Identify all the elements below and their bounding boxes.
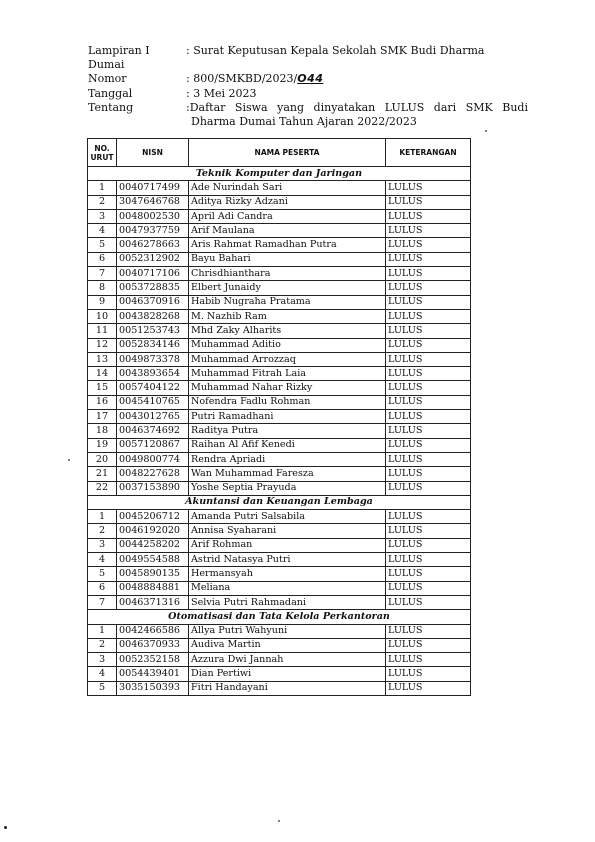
nisn-cell: 0057120867 — [117, 438, 189, 452]
row-number: 1 — [88, 624, 117, 638]
row-number: 6 — [88, 581, 117, 595]
row-number: 2 — [88, 638, 117, 652]
nisn-cell: 0046371316 — [117, 595, 189, 609]
table-row — [88, 381, 471, 395]
nisn-cell: 0048002530 — [117, 209, 189, 223]
nisn-cell: 0053728835 — [117, 281, 189, 295]
header-label: Nomor — [88, 72, 127, 86]
status-cell: LULUS — [386, 267, 471, 281]
header-row-lampiran — [88, 44, 528, 58]
table-row — [88, 338, 471, 352]
status-cell: LULUS — [386, 653, 471, 667]
status-cell: LULUS — [386, 352, 471, 366]
row-number: 20 — [88, 452, 117, 466]
scan-speck — [485, 130, 487, 132]
row-number: 19 — [88, 438, 117, 452]
status-cell: LULUS — [386, 424, 471, 438]
table-row — [88, 581, 471, 595]
status-cell: LULUS — [386, 195, 471, 209]
row-number: 2 — [88, 524, 117, 538]
table-row — [88, 352, 471, 366]
nisn-cell: 0049873378 — [117, 352, 189, 366]
row-number: 16 — [88, 395, 117, 409]
table-row — [88, 267, 471, 281]
row-number: 3 — [88, 653, 117, 667]
table-row — [88, 181, 471, 195]
student-name-cell: Raditya Putra — [189, 424, 386, 438]
section-title: Akuntansi dan Keuangan Lembaga — [88, 495, 471, 509]
nisn-cell: 0046370933 — [117, 638, 189, 652]
row-number: 7 — [88, 595, 117, 609]
table-row — [88, 438, 471, 452]
table-row — [88, 467, 471, 481]
student-name-cell: Hermansyah — [189, 567, 386, 581]
table-row — [88, 538, 471, 552]
status-cell: LULUS — [386, 581, 471, 595]
status-cell: LULUS — [386, 381, 471, 395]
row-number: 4 — [88, 553, 117, 567]
nisn-cell: 0046278663 — [117, 238, 189, 252]
status-cell: LULUS — [386, 281, 471, 295]
student-name-cell: Selvia Putri Rahmadani — [189, 595, 386, 609]
table-row — [88, 553, 471, 567]
nisn-cell: 0048884881 — [117, 581, 189, 595]
student-name-cell: Muhammad Arrozzaq — [189, 352, 386, 366]
row-number: 5 — [88, 567, 117, 581]
status-cell: LULUS — [386, 510, 471, 524]
row-number: 4 — [88, 667, 117, 681]
header-row-nomor — [88, 72, 528, 86]
table-row — [88, 309, 471, 323]
status-cell: LULUS — [386, 324, 471, 338]
status-cell: LULUS — [386, 467, 471, 481]
header-row-tanggal — [88, 87, 528, 101]
status-cell: LULUS — [386, 667, 471, 681]
letter-number: : 800/SMKBD/2023/ — [186, 72, 298, 86]
student-name-cell: Yoshe Septia Prayuda — [189, 481, 386, 495]
table-row — [88, 510, 471, 524]
nisn-cell: 0049554588 — [117, 553, 189, 567]
row-number: 10 — [88, 309, 117, 323]
section-title: Teknik Komputer dan Jaringan — [88, 167, 471, 181]
student-name-cell: M. Nazhib Ram — [189, 309, 386, 323]
student-name-cell: Astrid Natasya Putri — [189, 553, 386, 567]
nisn-cell: 0047937759 — [117, 224, 189, 238]
table-row — [88, 481, 471, 495]
table-row — [88, 395, 471, 409]
column-header-nisn: NISN — [117, 139, 189, 167]
column-header-no: NO. URUT — [88, 139, 117, 167]
table-header — [88, 139, 471, 167]
nisn-cell: 0045890135 — [117, 567, 189, 581]
scan-speck — [68, 459, 70, 461]
row-number: 1 — [88, 510, 117, 524]
nisn-cell: 0037153890 — [117, 481, 189, 495]
row-number: 3 — [88, 209, 117, 223]
status-cell: LULUS — [386, 538, 471, 552]
nisn-cell: 0045206712 — [117, 510, 189, 524]
status-cell: LULUS — [386, 338, 471, 352]
student-name-cell: Putri Ramadhani — [189, 410, 386, 424]
nisn-cell: 0052352158 — [117, 653, 189, 667]
header-value: :Daftar Siswa yang dinyatakan LULUS dari SMK Budi — [186, 100, 528, 114]
student-name-cell: Azzura Dwi Jannah — [189, 653, 386, 667]
student-name-cell: Dian Pertiwi — [189, 667, 386, 681]
header-row-tentang — [88, 101, 528, 115]
student-name-cell: Habib Nugraha Pratama — [189, 295, 386, 309]
nisn-cell: 0043012765 — [117, 410, 189, 424]
status-cell: LULUS — [386, 410, 471, 424]
student-name-cell: Amanda Putri Salsabila — [189, 510, 386, 524]
student-name-cell: Muhammad Aditio — [189, 338, 386, 352]
table-row — [88, 667, 471, 681]
row-number: 11 — [88, 324, 117, 338]
header-value-continued: Dharma Dumai Tahun Ajaran 2022/2023 — [191, 115, 417, 129]
table-row — [88, 424, 471, 438]
student-name-cell: Arif Rohman — [189, 538, 386, 552]
table-row — [88, 252, 471, 266]
table-row — [88, 638, 471, 652]
row-number: 15 — [88, 381, 117, 395]
nisn-cell: 0043893654 — [117, 367, 189, 381]
column-header-name: NAMA PESERTA — [189, 139, 386, 167]
nisn-cell: 0046374692 — [117, 424, 189, 438]
status-cell: LULUS — [386, 395, 471, 409]
table-row — [88, 367, 471, 381]
nisn-cell: 0054439401 — [117, 667, 189, 681]
status-cell: LULUS — [386, 438, 471, 452]
student-name-cell: Allya Putri Wahyuni — [189, 624, 386, 638]
student-name-cell: April Adi Candra — [189, 209, 386, 223]
nisn-cell: 0052312902 — [117, 252, 189, 266]
table-row — [88, 410, 471, 424]
nisn-cell: 0048227628 — [117, 467, 189, 481]
row-number: 18 — [88, 424, 117, 438]
status-cell: LULUS — [386, 295, 471, 309]
header-label: Lampiran I — [88, 44, 150, 57]
letter-header — [88, 44, 528, 129]
status-cell: LULUS — [386, 224, 471, 238]
row-number: 22 — [88, 481, 117, 495]
row-number: 7 — [88, 267, 117, 281]
header-value — [186, 58, 528, 72]
student-name-cell: Raihan Al Afif Kenedi — [189, 438, 386, 452]
student-name-cell: Annisa Syaharani — [189, 524, 386, 538]
status-cell: LULUS — [386, 209, 471, 223]
student-name-cell: Wan Muhammad Faresza — [189, 467, 386, 481]
nisn-cell: 0052834146 — [117, 338, 189, 352]
student-name-cell: Chrisdhianthara — [189, 267, 386, 281]
table-row — [88, 281, 471, 295]
table-row — [88, 524, 471, 538]
table-row — [88, 209, 471, 223]
graduation-table — [87, 138, 471, 696]
row-number: 5 — [88, 681, 117, 695]
header-value: : 3 Mei 2023 — [186, 86, 257, 100]
table-row — [88, 567, 471, 581]
nisn-cell: 0057404122 — [117, 381, 189, 395]
table-row — [88, 324, 471, 338]
header-label: Tentang — [88, 100, 134, 114]
row-number: 13 — [88, 352, 117, 366]
nisn-cell: 0042466586 — [117, 624, 189, 638]
nisn-cell: 0043828268 — [117, 309, 189, 323]
header-label: Tanggal — [88, 86, 133, 100]
student-name-cell: Ade Nurindah Sari — [189, 181, 386, 195]
section-title: Otomatisasi dan Tata Kelola Perkantoran — [88, 610, 471, 624]
row-number: 2 — [88, 195, 117, 209]
nisn-cell: 3035150393 — [117, 681, 189, 695]
student-name-cell: Rendra Apriadi — [189, 452, 386, 466]
scan-speck — [278, 820, 280, 822]
status-cell: LULUS — [386, 681, 471, 695]
student-name-cell: Muhammad Fitrah Laia — [189, 367, 386, 381]
student-name-cell: Nofendra Fadlu Rohman — [189, 395, 386, 409]
row-number: 1 — [88, 181, 117, 195]
nisn-cell: 3047646768 — [117, 195, 189, 209]
status-cell: LULUS — [386, 595, 471, 609]
nisn-cell: 0045410765 — [117, 395, 189, 409]
table-body — [88, 167, 471, 696]
table-row — [88, 653, 471, 667]
status-cell: LULUS — [386, 624, 471, 638]
status-cell: LULUS — [386, 553, 471, 567]
student-name-cell: Aditya Rizky Adzani — [189, 195, 386, 209]
status-cell: LULUS — [386, 238, 471, 252]
table-row — [88, 595, 471, 609]
row-number: 6 — [88, 252, 117, 266]
student-name-cell: Aris Rahmat Ramadhan Putra — [189, 238, 386, 252]
row-number: 9 — [88, 295, 117, 309]
nisn-cell: 0044258202 — [117, 538, 189, 552]
student-name-cell: Mhd Zaky Alharits — [189, 324, 386, 338]
row-number: 12 — [88, 338, 117, 352]
table-row — [88, 452, 471, 466]
nisn-cell: 0040717499 — [117, 181, 189, 195]
table-row — [88, 195, 471, 209]
student-name-cell: Meliana — [189, 581, 386, 595]
student-name-cell: Muhammad Nahar Rizky — [189, 381, 386, 395]
status-cell: LULUS — [386, 567, 471, 581]
nisn-cell: 0046192020 — [117, 524, 189, 538]
header-row-tentang-cont — [88, 115, 528, 129]
row-number: 21 — [88, 467, 117, 481]
nisn-cell: 0049800774 — [117, 452, 189, 466]
status-cell: LULUS — [386, 638, 471, 652]
table-row — [88, 238, 471, 252]
header-value: : Surat Keputusan Kepala Sekolah SMK Budi Dharma — [186, 44, 485, 57]
student-name-cell: Bayu Bahari — [189, 252, 386, 266]
row-number: 3 — [88, 538, 117, 552]
status-cell: LULUS — [386, 481, 471, 495]
row-number: 4 — [88, 224, 117, 238]
nisn-cell: 0046370916 — [117, 295, 189, 309]
row-number: 5 — [88, 238, 117, 252]
status-cell: LULUS — [386, 309, 471, 323]
section-header-row — [88, 167, 471, 181]
section-header-row — [88, 495, 471, 509]
table-row — [88, 624, 471, 638]
header-value — [186, 72, 528, 86]
student-name-cell: Fitri Handayani — [189, 681, 386, 695]
table-row — [88, 681, 471, 695]
row-number: 17 — [88, 410, 117, 424]
section-header-row — [88, 610, 471, 624]
status-cell: LULUS — [386, 452, 471, 466]
student-name-cell: Arif Maulana — [189, 224, 386, 238]
nisn-cell: 0040717106 — [117, 267, 189, 281]
status-cell: LULUS — [386, 181, 471, 195]
scan-speck — [4, 826, 7, 829]
student-name-cell: Audiva Martin — [189, 638, 386, 652]
row-number: 14 — [88, 367, 117, 381]
nisn-cell: 0051253743 — [117, 324, 189, 338]
header-row-city — [88, 58, 528, 72]
column-header-ket: KETERANGAN — [386, 139, 471, 167]
header-label: Dumai — [88, 58, 125, 72]
status-cell: LULUS — [386, 252, 471, 266]
handwritten-number: O44 — [297, 72, 324, 86]
table-row — [88, 295, 471, 309]
student-name-cell: Elbert Junaidy — [189, 281, 386, 295]
status-cell: LULUS — [386, 367, 471, 381]
row-number: 8 — [88, 281, 117, 295]
status-cell: LULUS — [386, 524, 471, 538]
table-row — [88, 224, 471, 238]
